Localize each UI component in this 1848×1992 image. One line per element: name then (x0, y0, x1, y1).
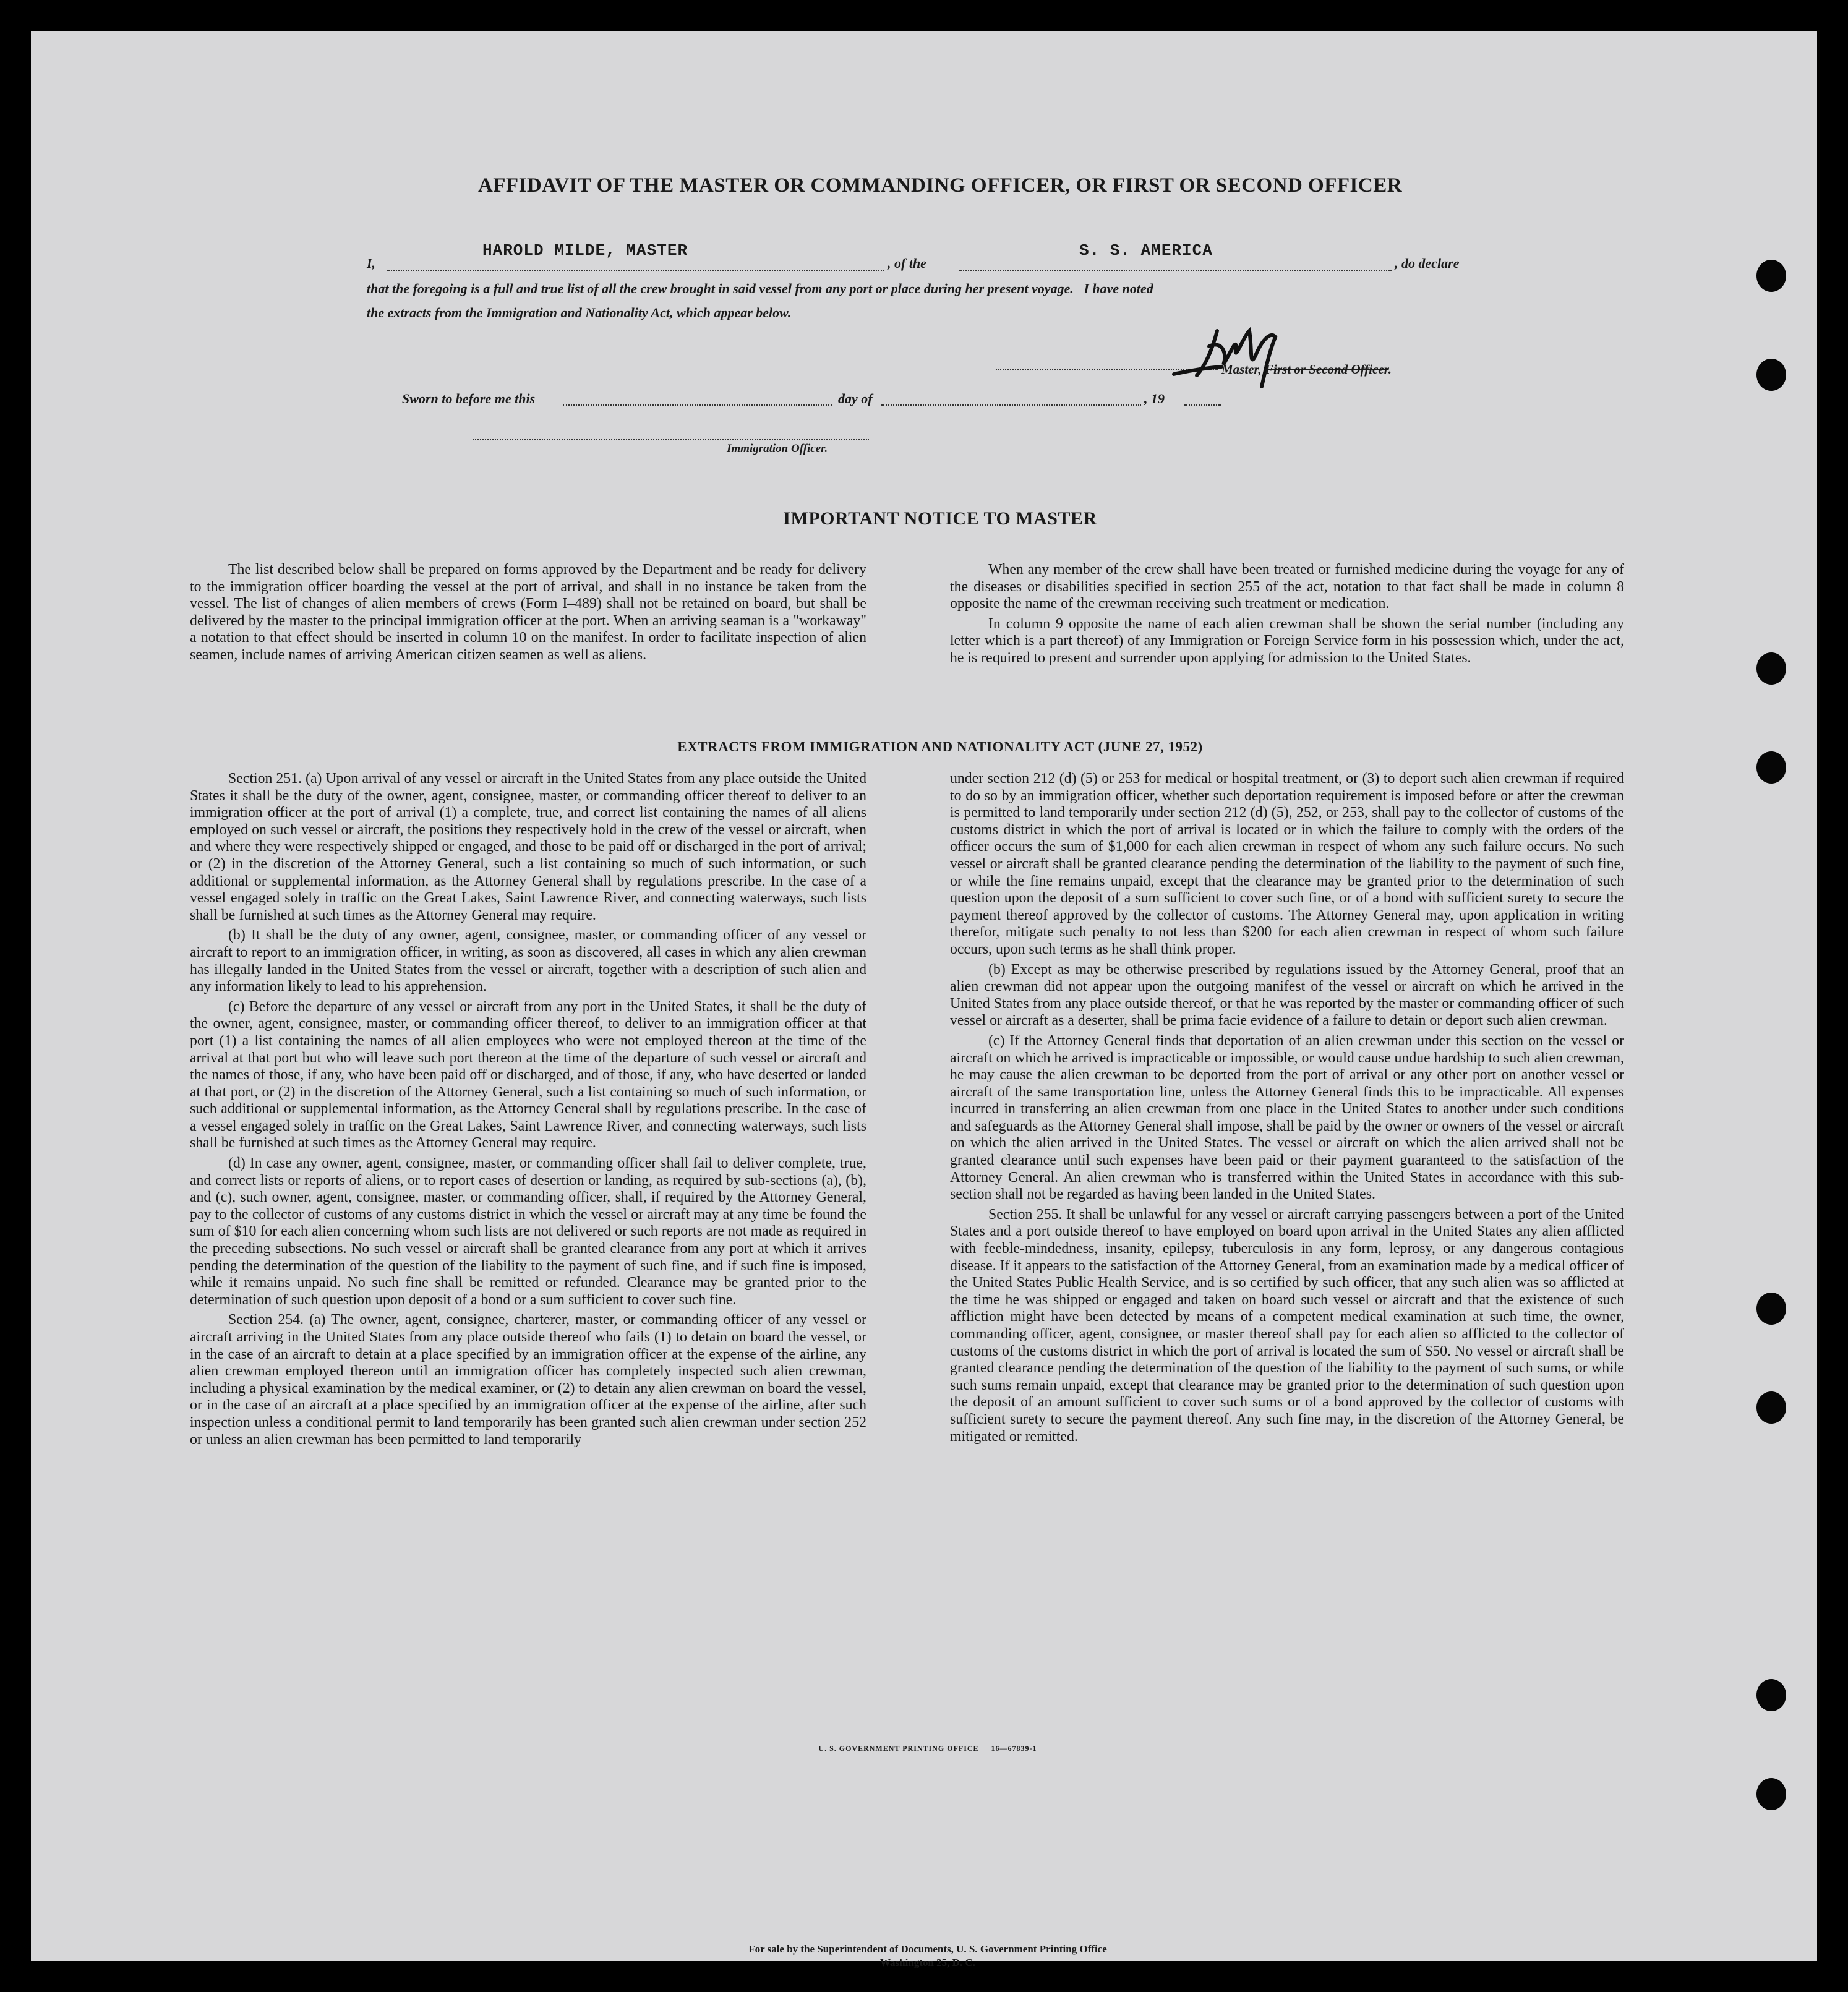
sworn-month-line (881, 404, 1141, 406)
master-name-value: HAROLD MILDE, MASTER (482, 241, 688, 260)
vessel-line (959, 270, 1392, 271)
declaration-line-2: the extracts from the Immigration and Nationality Act, which appear below. (367, 305, 792, 320)
binder-hole (1756, 1679, 1786, 1711)
statute-paragraph: under section 212 (d) (5) or 253 for medical or hospital treatment, or (3) to deport such alien crewman if required to do so by an immigration officer, whether such deportation requirement is imposed before or after the crewman is permitted to land temporarily under section 212 (d) (5), 252, or 253, shall pay to the collector of customs of the customs district in which the port of arrival is located or in which the failure to comply with the orders of the officer occurs the sum of $1,000 for each alien crewman in respect of whom any such failure occurs. No such vessel or aircraft shall be granted clearance pending the determination of the liability to the payment of such fine, or while the fine remains unpaid, except that the clearance may be granted prior to the determination of such question upon the deposit of a sum sufficient to cover such fine, or of a bond with sufficient surety to secure the payment thereof approved by the collector of customs. The Attorney General may, upon application in writing therefor, mitigate such penalty to not less than $200 for each alien crewman in respect of whom such failure occurs, upon such terms as he shall think proper. (950, 771, 1624, 957)
binder-hole (1756, 751, 1786, 784)
signature-role: Master, First or Second Officer. (1221, 362, 1392, 377)
binder-hole (1756, 1293, 1786, 1325)
officer-label: Immigration Officer. (727, 442, 828, 455)
extracts-left-column (190, 771, 866, 1451)
affidavit-title: AFFIDAVIT OF THE MASTER OR COMMANDING OFFICER, OR FIRST OR SECOND OFFICER (477, 174, 1403, 197)
sale-line-1: For sale by the Superintendent of Documents, U. S. Government Printing Office (748, 1943, 1107, 1955)
name-line (387, 270, 884, 271)
statute-paragraph: (b) Except as may be otherwise prescribed by regulations issued by the Attorney General, proof that an alien crewman did not appear upon the outgoing manifest of the vessel or aircraft on which he arrived in the United States from any place outside thereof, or that he was reported by the master or commanding officer of such vessel or aircraft as a deserter, shall be prima facie evidence of a failure to detain or deport such alien crewman. (950, 961, 1624, 1029)
gpo-print-line: U. S. GOVERNMENT PRINTING OFFICE 16—67839-1 (818, 1744, 1037, 1753)
sale-line-2: Washington 25, D. C. (880, 1957, 975, 1968)
notice-paragraph: In column 9 opposite the name of each alien crewman shall be shown the serial number (including any letter which is a part thereof) of any Immigration or Foreign Service form in his possession which, under the act, he is required to present and surrender upon applying for admission to the United States. (950, 615, 1624, 666)
statute-paragraph: (c) If the Attorney General finds that deportation of an alien crewman under this section on the vessel or aircraft on which he arrived is impracticable or impossible, or would cause undue hardship to such alien crewman, he may cause the alien crewman to be deported from the port of arrival or any other port on another vessel or aircraft of the same transportation line, unless the Attorney General finds this to be impracticable. All expenses incurred in transferring an alien crewman from one place in the United States to another under such conditions and safeguards as the Attorney General shall impose, shall be paid by the owner or owners of the vessel or aircraft on which the alien arrived in the United States. The vessel or aircraft on which the alien arrived shall not be granted clearance until such expenses have been paid or their payment guaranteed to the satisfaction of the Attorney General. An alien crewman who is transferred within the United States in accordance with this sub-section shall not be regarded as having been landed in the United States. (950, 1032, 1624, 1203)
extracts-right-column (950, 771, 1624, 1448)
notice-paragraph: The list described below shall be prepared on forms approved by the Department and be ready for delivery to the immigration officer boarding the vessel at the port of arrival, and shall in no instance be taken from the vessel. The list of changes of alien members of crews (Form I–489) shall not be retained on board, but shall be delivered by the master to the principal immigration officer at the port. When an arriving seaman is a "workaway" a notation to that effect should be inserted in column 10 on the manifest. In order to facilitate inspection of alien seamen, include names of arriving American citizen seamen as well as aliens. (190, 562, 866, 663)
year-label: , 19 (1144, 391, 1165, 406)
statute-paragraph: (b) It shall be the duty of any owner, agent, consignee, master, or commanding officer of any vessel or aircraft to report to an immigration officer, in writing, as soon as discovered, all cases in which any alien crewman has illegally landed in the United States from the vessel or aircraft, together with a description of such alien and any information likely to lead to his apprehension. (190, 927, 866, 995)
notice-paragraph: When any member of the crew shall have been treated or furnished medicine during the voyage for any of the diseases or disabilities specified in section 255 of the act, notation to that fact shall be made in column 8 opposite the name of the crewman receiving such treatment or medication. (950, 562, 1624, 612)
statute-paragraph: Section 251. (a) Upon arrival of any vessel or aircraft in the United States from any place outside the United States it shall be the duty of the owner, agent, consignee, master, or commanding officer thereof to deliver to an immigration officer at the port of arrival (1) a complete, true, and correct list containing the names of all aliens employed on such vessel or aircraft, the positions they respectively hold in the crew of the vessel or aircraft, when and where they were respectively shipped or engaged, and those to be paid off or discharged in the port of arrival; or (2) in the discretion of the Attorney General, such a list containing so much of such information, or such additional or supplemental information, as the Attorney General shall by regulations prescribe. In the case of a vessel engaged solely in traffic on the Great Lakes, Saint Lawrence River, and connecting waterways, such lists shall be furnished at such times as the Attorney General may require. (190, 771, 866, 923)
binder-hole (1756, 1778, 1786, 1810)
binder-hole (1756, 260, 1786, 292)
binder-hole (1756, 1391, 1786, 1424)
officer-signature-line (473, 439, 869, 440)
sworn-day-line (563, 404, 832, 406)
statute-paragraph: (c) Before the departure of any vessel or aircraft from any port in the United States, it shall be the duty of the owner, agent, consignee, master, or commanding officer thereof, to deliver to an immigration officer at that port (1) a list containing the names of all alien employees who were not employed thereon at the time of the arrival at that port but who will leave such port thereon at the time of the departure of such vessel or aircraft and the names of those, if any, who have been paid off or discharged, and of those, if any, who have deserted or landed at that port, or (2) in the discretion of the Attorney General, such a list containing so much of such information, or such additional or supplemental information, as the Attorney General shall by regulations prescribe. In the case of a vessel engaged solely in traffic on the Great Lakes, Saint Lawrence River, and connecting waterways, such lists shall be furnished at such times as the Attorney General may require. (190, 998, 866, 1152)
year-line (1184, 404, 1221, 406)
binder-hole (1756, 652, 1786, 685)
label-i: I, (367, 255, 376, 271)
notice-title: IMPORTANT NOTICE TO MASTER (783, 508, 1097, 529)
statute-paragraph: Section 255. It shall be unlawful for any vessel or aircraft carrying passengers between a port of the United States and a port outside thereof to have employed on board upon arrival in the United States any alien afflicted with feeble-mindedness, insanity, epilepsy, tuberculosis in any form, leprosy, or any dangerous contagious disease. If it appears to the satisfaction of the Attorney General, from an examination made by a medical officer of the United States Public Health Service, and is so certified by such officer, that any such alien was so afflicted at the time he was shipped or engaged and taken on board such vessel or aircraft and that the existence of such affliction might have been detected by means of a competent medical examination at such time, the owner, commanding officer, agent, consignee, or master thereof shall pay for each alien so afflicted to the collector of customs of the customs district in which the port of arrival is located the sum of $50. No vessel or aircraft shall be granted clearance pending the determination of the question of the liability to the payment of such sums, or while such sums remain unpaid, except that clearance may be granted prior to the determination of such question upon the deposit of an amount sufficient to cover such sums or of a bond approved by the collector of customs with sufficient surety to secure the payment thereof. Any such fine may, in the discretion of the Attorney General, be mitigated or remitted. (950, 1206, 1624, 1445)
declaration-line-1: that the foregoing is a full and true list of all the crew brought in said vessel from any port or place during her present voyage. I have noted (367, 281, 1153, 296)
binder-hole (1756, 359, 1786, 391)
vessel-name-value: S. S. AMERICA (1079, 241, 1213, 260)
notice-right-column (950, 562, 1624, 670)
document-page (31, 31, 1817, 1968)
statute-paragraph: Section 254. (a) The owner, agent, consignee, charterer, master, or commanding officer of any vessel or aircraft arriving in the United States from any place outside thereof who fails (1) to detain on board the vessel, or in the case of an aircraft to detain at a place specified by an immigration officer at the expense of the airline, any alien crewman employed thereon until an immigration officer has completely inspected such alien crewman, including a physical examination by the medical examiner, or (2) to detain any alien crewman on board the vessel, or in the case of an aircraft at a place specified by an immigration officer at the expense of the airline, after such inspection unless a conditional permit to land temporarily has been granted such alien crewman under section 252 or unless an alien crewman has been permitted to land temporarily (190, 1312, 866, 1448)
notice-left-column (190, 562, 866, 667)
label-do-declare: , do declare (1395, 255, 1460, 271)
sworn-label: Sworn to before me this (402, 391, 536, 406)
day-of-label: day of (838, 391, 873, 406)
handwritten-signature (1163, 312, 1305, 393)
statute-paragraph: (d) In case any owner, agent, consignee, master, or commanding officer shall fail to deliver complete, true, and correct lists or reports of aliens, or to report cases of desertion or landing, as required by sub-sections (a), (b), and (c), such owner, agent, consignee, master, or commanding officer, shall, if required by the Attorney General, pay to the collector of customs of any customs district in which the vessel or aircraft may at any time be found the sum of $10 for each alien concerning whom such lists are not delivered or such reports are not made as required in the preceding subsections. No such vessel or aircraft shall be granted clearance from any port at which it arrives pending the determination of the question of the liability to the payment of such fine, and if such fine is imposed, while it remains unpaid. No such fine shall be remitted or refunded. Clearance may be granted prior to the determination of such question upon deposit of a bond or a sum sufficient to cover such fine. (190, 1155, 866, 1308)
label-of-the: , of the (888, 255, 926, 271)
extracts-title: EXTRACTS FROM IMMIGRATION AND NATIONALITY ACT (JUNE 27, 1952) (677, 739, 1203, 754)
